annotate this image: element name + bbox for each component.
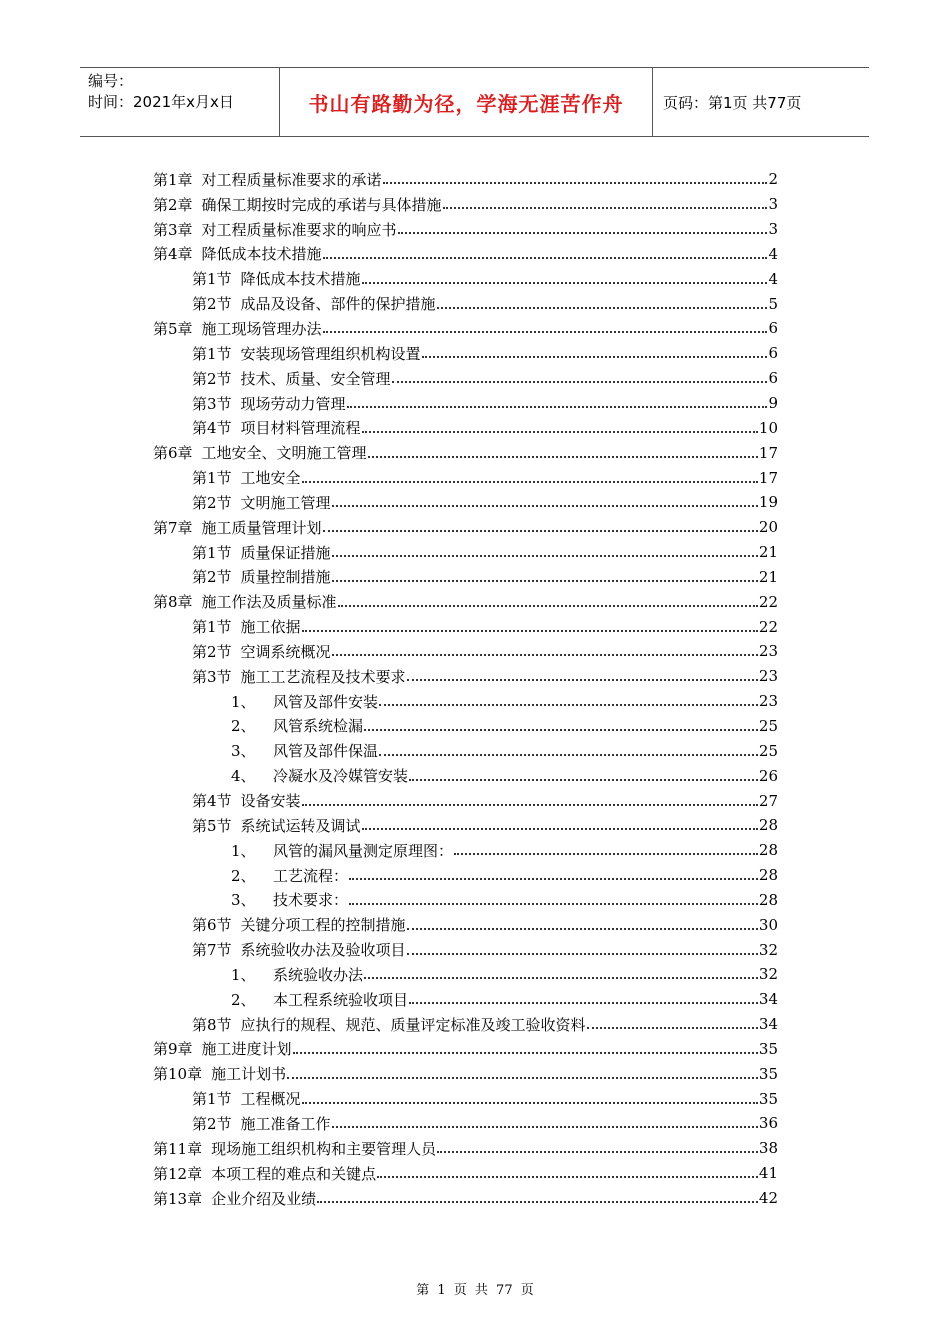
toc-dot-leader (349, 878, 758, 880)
toc-entry-number: 第3节 (192, 394, 232, 413)
toc-entry-title: 工程概况 (240, 1090, 301, 1109)
toc-entry-title: 技术要求： (273, 891, 349, 910)
toc-entry-page: 19 (758, 493, 778, 512)
toc-dot-leader (437, 1151, 758, 1153)
toc-entry-page: 23 (758, 692, 778, 711)
toc-entry-number: 第12章 (153, 1164, 203, 1183)
toc-entry-number: 第2章 (153, 195, 193, 214)
toc-entry-number: 第3节 (192, 667, 232, 686)
toc-entry-title: 成品及设备、部件的保护措施 (240, 295, 436, 314)
toc-dot-leader (347, 406, 768, 408)
toc-entry-page: 3 (768, 195, 778, 214)
toc-entry[interactable] (153, 1012, 778, 1037)
toc-entry-title: 现场施工组织机构和主要管理人员 (211, 1139, 437, 1158)
toc-entry-page: 23 (758, 642, 778, 661)
toc-entry[interactable] (153, 788, 778, 813)
toc-entry-number: 第8章 (153, 593, 193, 612)
toc-dot-leader (383, 182, 768, 184)
toc-entry-title: 工地安全、文明施工管理 (201, 444, 367, 463)
toc-entry-title: 施工依据 (240, 618, 301, 637)
toc-entry[interactable] (153, 714, 778, 739)
toc-entry-number: 第9章 (153, 1040, 193, 1059)
toc-entry[interactable] (153, 465, 778, 490)
toc-entry[interactable] (153, 291, 778, 316)
toc-entry-number: 第3章 (153, 220, 193, 239)
toc-dot-leader (362, 431, 758, 433)
toc-entry-number: 第1节 (192, 543, 232, 562)
toc-entry-title: 系统验收办法及验收项目 (240, 941, 406, 960)
toc-entry-number: 第1节 (192, 270, 232, 289)
toc-entry-number: 第7章 (153, 518, 193, 537)
toc-entry[interactable] (153, 490, 778, 515)
toc-entry-title: 文明施工管理 (240, 493, 331, 512)
toc-entry-title: 降低成本技术措施 (201, 245, 322, 264)
toc-entry-page: 42 (758, 1189, 778, 1208)
toc-dot-leader (407, 953, 758, 955)
toc-entry-page: 2 (768, 170, 778, 189)
toc-entry-page: 32 (758, 965, 778, 984)
toc-entry-title: 确保工期按时完成的承诺与具体措施 (201, 195, 442, 214)
toc-entry[interactable] (153, 689, 778, 714)
toc-entry-page: 17 (758, 443, 778, 462)
toc-dot-leader (437, 307, 768, 309)
toc-entry-title: 施工作法及质量标准 (201, 593, 337, 612)
toc-dot-leader (302, 1102, 758, 1104)
toc-entry-title: 关键分项工程的控制措施 (240, 916, 406, 935)
toc-entry-title: 设备安装 (240, 792, 301, 811)
page-header (80, 67, 869, 137)
toc-entry[interactable] (153, 242, 778, 267)
toc-entry-title: 风管及部件保温 (273, 742, 379, 761)
toc-dot-leader (409, 779, 758, 781)
toc-entry-number: 第6节 (192, 916, 232, 935)
toc-entry[interactable] (153, 962, 778, 987)
toc-entry[interactable] (153, 838, 778, 863)
toc-entry-title: 工地安全 (240, 469, 301, 488)
toc-entry[interactable] (153, 887, 778, 912)
toc-entry[interactable] (153, 1136, 778, 1161)
toc-dot-leader (323, 530, 758, 532)
toc-entry-title: 施工现场管理办法 (201, 319, 322, 338)
toc-entry-title: 本工程系统验收项目 (273, 990, 409, 1009)
toc-entry-page: 32 (758, 940, 778, 959)
toc-dot-leader (409, 1002, 758, 1004)
toc-dot-leader (332, 505, 758, 507)
toc-dot-leader (302, 630, 758, 632)
toc-entry-title: 本项工程的难点和关键点 (211, 1164, 377, 1183)
toc-entry-page: 6 (768, 344, 778, 363)
toc-entry-title: 工艺流程： (273, 866, 349, 885)
toc-dot-leader (377, 1176, 758, 1178)
toc-entry-title: 系统验收办法 (273, 965, 364, 984)
toc-entry[interactable] (153, 316, 778, 341)
toc-dot-leader (323, 331, 768, 333)
toc-entry-page: 30 (758, 915, 778, 934)
toc-entry-page: 35 (758, 1039, 778, 1058)
toc-dot-leader (454, 853, 758, 855)
toc-entry-title: 企业介绍及业绩 (211, 1189, 317, 1208)
toc-entry-title: 空调系统概况 (240, 642, 331, 661)
toc-dot-leader (302, 804, 758, 806)
toc-entry-number: 3、 (231, 891, 256, 910)
toc-entry-title: 应执行的规程、规范、质量评定标准及竣工验收资料 (240, 1015, 586, 1034)
toc-entry-page: 25 (758, 716, 778, 735)
toc-entry-page: 5 (768, 294, 778, 313)
toc-dot-leader (362, 828, 758, 830)
toc-entry-page: 25 (758, 741, 778, 760)
toc-entry[interactable] (153, 1037, 778, 1062)
toc-entry-number: 第5章 (153, 319, 193, 338)
toc-entry-page: 3 (768, 220, 778, 239)
toc-entry-page: 9 (768, 394, 778, 413)
toc-entry-number: 第4章 (153, 245, 193, 264)
toc-dot-leader (407, 928, 758, 930)
toc-entry[interactable] (153, 415, 778, 440)
toc-dot-leader (364, 977, 758, 979)
toc-entry-page: 28 (758, 890, 778, 909)
toc-entry-page: 20 (758, 518, 778, 537)
toc-entry-page: 23 (758, 667, 778, 686)
toc-entry-title: 现场劳动力管理 (240, 394, 346, 413)
toc-entry-number: 第10章 (153, 1065, 203, 1084)
toc-dot-leader (349, 903, 758, 905)
toc-dot-leader (368, 456, 758, 458)
toc-entry-number: 4、 (231, 767, 256, 786)
toc-dot-leader (317, 1201, 758, 1203)
toc-entry-page: 28 (758, 816, 778, 835)
code-label: 编号： (88, 72, 134, 90)
toc-entry[interactable] (153, 391, 778, 416)
toc-entry[interactable] (153, 738, 778, 763)
toc-entry-page: 28 (758, 841, 778, 860)
toc-entry-number: 第11章 (153, 1139, 203, 1158)
toc-entry[interactable] (153, 266, 778, 291)
toc-entry-number: 2、 (231, 866, 256, 885)
toc-entry-number: 2、 (231, 717, 256, 736)
toc-entry-number: 第1节 (192, 618, 232, 637)
toc-dot-leader (332, 555, 758, 557)
toc-entry-number: 第6章 (153, 444, 193, 463)
toc-entry[interactable] (153, 341, 778, 366)
toc-entry-title: 质量保证措施 (240, 543, 331, 562)
toc-entry-title: 技术、质量、安全管理 (240, 369, 391, 388)
toc-dot-leader (332, 1126, 758, 1128)
toc-entry-number: 2、 (231, 990, 256, 1009)
toc-entry-page: 36 (758, 1114, 778, 1133)
toc-entry-page: 21 (758, 543, 778, 562)
toc-entry[interactable] (153, 515, 778, 540)
toc-entry-title: 质量控制措施 (240, 568, 331, 587)
toc-entry-title: 施工质量管理计划 (201, 518, 322, 537)
header-meta (80, 68, 280, 136)
toc-entry-page: 26 (758, 766, 778, 785)
toc-entry-number: 第2节 (192, 1114, 232, 1133)
toc-entry[interactable] (153, 639, 778, 664)
toc-entry[interactable] (153, 1161, 778, 1186)
toc-dot-leader (332, 580, 758, 582)
toc-entry-number: 第7节 (192, 941, 232, 960)
toc-dot-leader (323, 257, 768, 259)
toc-entry-title: 风管及部件安装 (273, 692, 379, 711)
toc-dot-leader (293, 1052, 758, 1054)
toc-dot-leader (407, 679, 758, 681)
toc-entry-title: 降低成本技术措施 (240, 270, 361, 289)
toc-entry-title: 施工准备工作 (240, 1114, 331, 1133)
toc-entry[interactable] (153, 614, 778, 639)
toc-entry-number: 第8节 (192, 1015, 232, 1034)
toc-entry-page: 22 (758, 617, 778, 636)
toc-dot-leader (302, 481, 758, 483)
toc-entry-number: 第2节 (192, 295, 232, 314)
date-label: 时间：2021年x月x日 (88, 93, 234, 111)
toc-entry[interactable] (153, 167, 778, 192)
toc-entry[interactable] (153, 1086, 778, 1111)
toc-entry-page: 28 (758, 866, 778, 885)
toc-entry-number: 第1章 (153, 170, 193, 189)
toc-entry[interactable] (153, 589, 778, 614)
toc-entry-title: 施工计划书 (211, 1065, 287, 1084)
toc-entry[interactable] (153, 937, 778, 962)
toc-entry-number: 第4节 (192, 419, 232, 438)
toc-dot-leader (422, 356, 768, 358)
toc-entry[interactable] (153, 664, 778, 689)
toc-entry-title: 冷凝水及冷媒管安装 (273, 767, 409, 786)
toc-entry[interactable] (153, 987, 778, 1012)
toc-entry[interactable] (153, 763, 778, 788)
toc-entry-title: 施工工艺流程及技术要求 (240, 667, 406, 686)
toc-dot-leader (379, 754, 758, 756)
toc-dot-leader (362, 282, 768, 284)
toc-entry-number: 第13章 (153, 1189, 203, 1208)
toc-dot-leader (379, 704, 758, 706)
toc-entry-page: 6 (768, 319, 778, 338)
toc-entry-page: 4 (768, 269, 778, 288)
toc-entry-page: 22 (758, 592, 778, 611)
toc-entry-title: 风管的漏风量测定原理图： (273, 841, 454, 860)
toc-entry[interactable] (153, 1111, 778, 1136)
toc-entry[interactable] (153, 1061, 778, 1086)
toc-dot-leader (587, 1027, 758, 1029)
toc-dot-leader (364, 729, 758, 731)
table-of-contents (153, 167, 778, 1210)
toc-entry[interactable] (153, 217, 778, 242)
toc-entry-number: 第5节 (192, 816, 232, 835)
toc-entry-title: 系统试运转及调试 (240, 816, 361, 835)
toc-dot-leader (392, 381, 768, 383)
toc-dot-leader (338, 605, 758, 607)
toc-entry-number: 1、 (231, 692, 256, 711)
toc-entry-number: 3、 (231, 742, 256, 761)
toc-entry-title: 风管系统检漏 (273, 717, 364, 736)
toc-entry-title: 对工程质量标准要求的承诺 (201, 170, 382, 189)
header-page-info: 页码：第1页 共77页 (663, 93, 802, 112)
toc-entry-number: 第1节 (192, 1090, 232, 1109)
toc-entry[interactable] (153, 1186, 778, 1211)
toc-dot-leader (443, 207, 768, 209)
toc-entry[interactable] (153, 912, 778, 937)
toc-entry-number: 第2节 (192, 493, 232, 512)
toc-entry-title: 施工进度计划 (201, 1040, 292, 1059)
toc-entry-page: 34 (758, 990, 778, 1009)
toc-entry-title: 安装现场管理组织机构设置 (240, 344, 421, 363)
toc-entry-page: 35 (758, 1064, 778, 1083)
toc-entry-page: 6 (768, 369, 778, 388)
toc-entry-page: 4 (768, 244, 778, 263)
toc-entry-number: 第4节 (192, 792, 232, 811)
toc-entry-page: 17 (758, 468, 778, 487)
toc-entry[interactable] (153, 540, 778, 565)
toc-dot-leader (332, 654, 758, 656)
toc-entry-number: 第2节 (192, 642, 232, 661)
toc-entry-title: 对工程质量标准要求的响应书 (201, 220, 397, 239)
toc-entry-number: 1、 (231, 841, 256, 860)
toc-entry-title: 项目材料管理流程 (240, 419, 361, 438)
toc-entry-page: 10 (758, 418, 778, 437)
toc-dot-leader (287, 1077, 758, 1079)
toc-entry[interactable] (153, 366, 778, 391)
header-motto: 书山有路勤为径，学海无涯苦作舟 (280, 68, 653, 136)
toc-entry[interactable] (153, 565, 778, 590)
toc-entry-page: 21 (758, 567, 778, 586)
toc-dot-leader (398, 232, 768, 234)
toc-entry-page: 38 (758, 1139, 778, 1158)
toc-entry-page: 35 (758, 1089, 778, 1108)
toc-entry[interactable] (153, 192, 778, 217)
toc-entry-number: 第1节 (192, 469, 232, 488)
toc-entry-page: 41 (758, 1164, 778, 1183)
toc-entry-number: 1、 (231, 965, 256, 984)
toc-entry-number: 第2节 (192, 369, 232, 388)
toc-entry-page: 34 (758, 1015, 778, 1034)
toc-entry-number: 第1节 (192, 344, 232, 363)
toc-entry-page: 27 (758, 791, 778, 810)
toc-entry-number: 第2节 (192, 568, 232, 587)
toc-entry[interactable] (153, 863, 778, 888)
page-footer: 第 1 页 共 77 页 (416, 1283, 534, 1298)
toc-entry[interactable] (153, 440, 778, 465)
toc-entry[interactable] (153, 813, 778, 838)
